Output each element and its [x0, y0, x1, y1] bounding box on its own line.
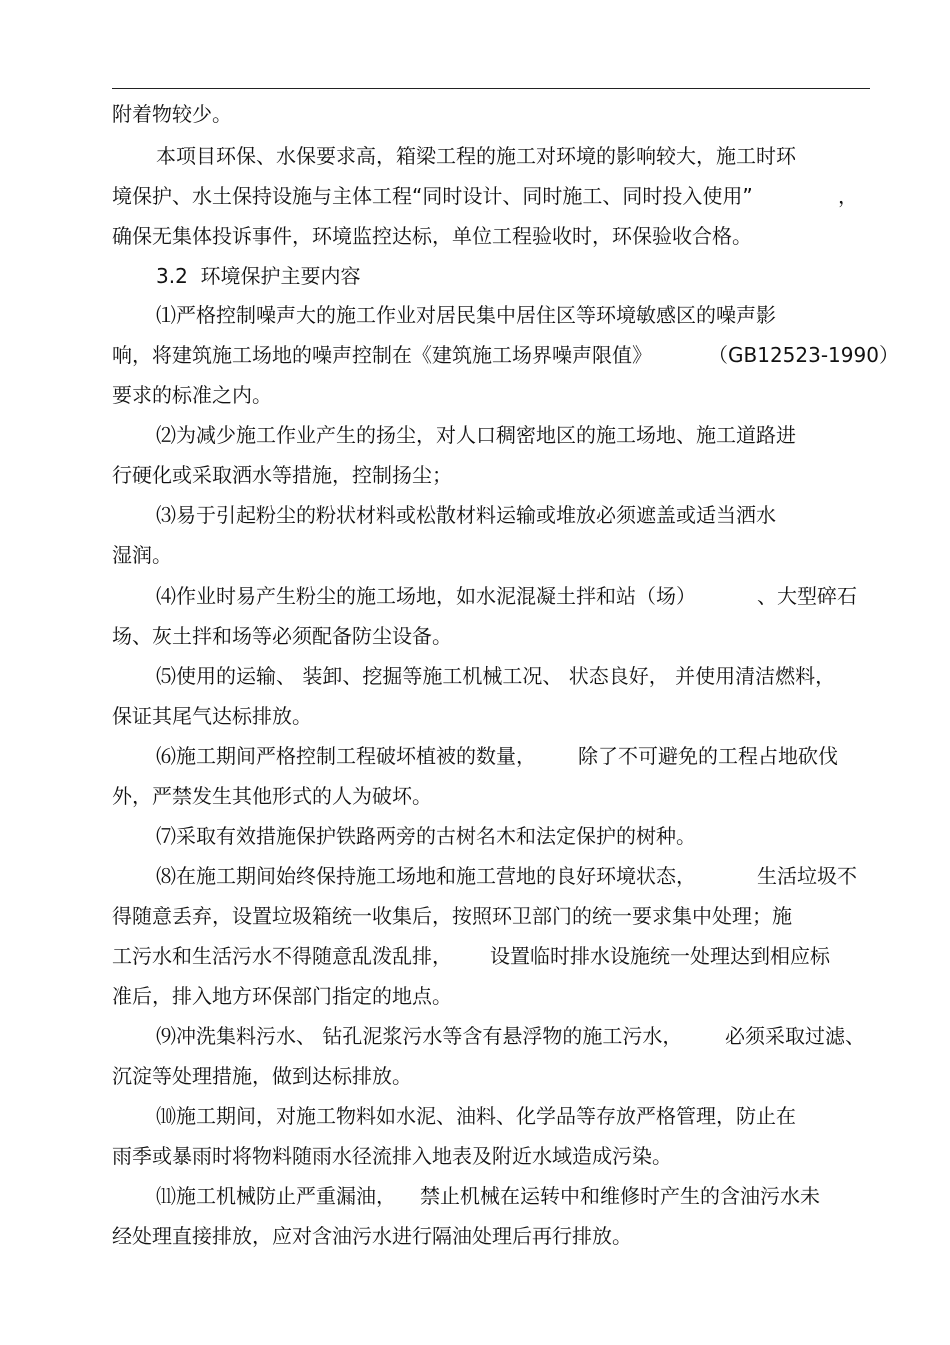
text-line: 行硬化或采取洒水等措施，控制扬尘；	[112, 463, 452, 487]
text-line: 、大型碎石	[757, 584, 857, 608]
text-line: 响，将建筑施工场地的噪声控制在《建筑施工场界噪声限值》	[112, 343, 652, 367]
text-line: 场、灰土拌和场等必须配备防尘设备。	[112, 624, 452, 648]
text-line: ⑴严格控制噪声大的施工作业对居民集中居住区等环境敏感区的噪声影	[156, 303, 776, 327]
text-line: ⑸使用的运输、 装卸、挖掘等施工机械工况、 状态良好， 并使用清洁燃料，	[156, 664, 836, 688]
text-line: 境保护、水土保持设施与主体工程“同时设计、同时施工、同时投入使用”	[112, 184, 753, 208]
text-line: ⑾施工机械防止严重漏油，	[156, 1184, 396, 1208]
header-rule	[112, 88, 870, 89]
text-line: ⑹施工期间严格控制工程破坏植被的数量，	[156, 744, 536, 768]
text-line: 禁止机械在运转中和维修时产生的含油污水未	[420, 1184, 820, 1208]
text-line: 外，严禁发生其他形式的人为破坏。	[112, 784, 432, 808]
text-line: ⑶易于引起粉尘的粉状材料或松散材料运输或堆放必须遮盖或适当洒水	[156, 503, 776, 527]
text-line: 必须采取过滤、	[725, 1024, 865, 1048]
text-line: 工污水和生活污水不得随意乱泼乱排，	[112, 944, 452, 968]
text-line: 湿润。	[112, 543, 172, 567]
text-line: ⑷作业时易产生粉尘的施工场地，如水泥混凝土拌和站（场）	[156, 584, 696, 608]
section-heading: 3.2 环境保护主要内容	[156, 264, 361, 288]
text-line: 准后，排入地方环保部门指定的地点。	[112, 984, 452, 1008]
text-line: ，	[838, 184, 858, 208]
text-line: 生活垃圾不	[757, 864, 857, 888]
text-line: 经处理直接排放，应对含油污水进行隔油处理后再行排放。	[112, 1224, 632, 1248]
text-line: （GB12523-1990）	[708, 343, 899, 367]
text-line: 设置临时排水设施统一处理达到相应标	[490, 944, 830, 968]
text-line: 附着物较少。	[112, 102, 232, 126]
text-line: ⑻在施工期间始终保持施工场地和施工营地的良好环境状态，	[156, 864, 696, 888]
text-line: 沉淀等处理措施，做到达标排放。	[112, 1064, 412, 1088]
text-line: 要求的标准之内。	[112, 383, 272, 407]
text-line: 保证其尾气达标排放。	[112, 704, 312, 728]
text-line: 雨季或暴雨时将物料随雨水径流排入地表及附近水域造成污染。	[112, 1144, 672, 1168]
text-line: ⑽施工期间，对施工物料如水泥、油料、化学品等存放严格管理，防止在	[156, 1104, 796, 1128]
text-line: 得随意丢弃，设置垃圾箱统一收集后，按照环卫部门的统一要求集中处理；施	[112, 904, 792, 928]
text-line: ⑼冲洗集料污水、 钻孔泥浆污水等含有悬浮物的施工污水，	[156, 1024, 683, 1048]
text-line: 除了不可避免的工程占地砍伐	[578, 744, 838, 768]
text-line: ⑵为减少施工作业产生的扬尘，对人口稠密地区的施工场地、施工道路进	[156, 423, 796, 447]
text-line: ⑺采取有效措施保护铁路两旁的古树名木和法定保护的树种。	[156, 824, 696, 848]
text-line: 本项目环保、水保要求高，箱梁工程的施工对环境的影响较大，施工时环	[156, 144, 796, 168]
text-line: 确保无集体投诉事件，环境监控达标，单位工程验收时，环保验收合格。	[112, 224, 752, 248]
